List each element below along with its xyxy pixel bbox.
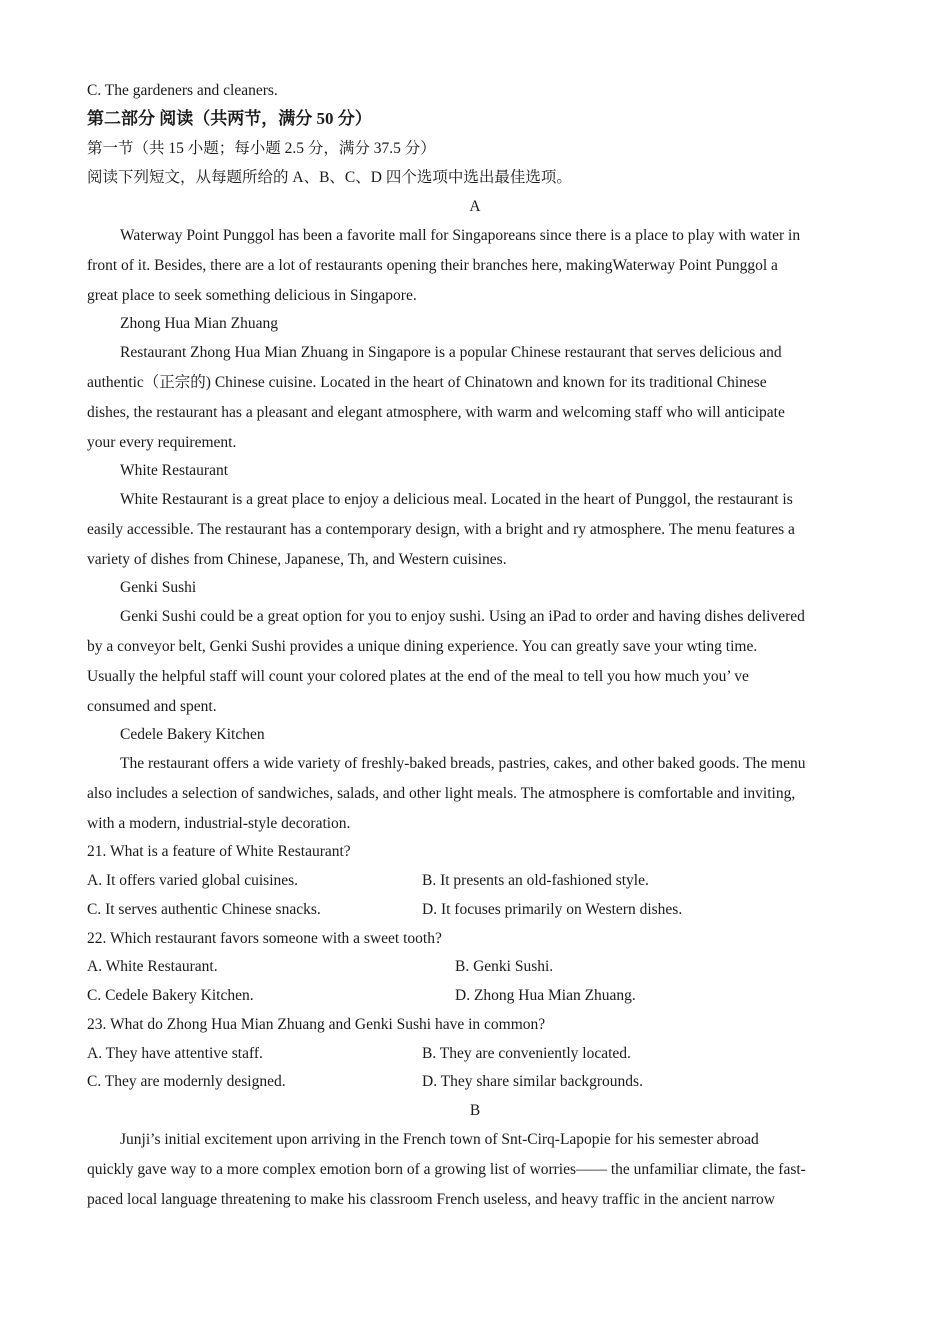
restaurant-desc-line: Usually the helpful staff will count your colored plates at the end of the meal to tell you how much you’ ve — [87, 668, 749, 685]
passage-a-intro-line: great place to seek something delicious in Singapore. — [87, 287, 417, 304]
restaurant-desc-line: White Restaurant is a great place to enjoy a delicious meal. Located in the heart of Punggol, the restaurant is — [120, 491, 793, 508]
answer-option: A. White Restaurant. — [87, 958, 218, 975]
answer-option: B. Genki Sushi. — [455, 958, 554, 975]
question-stem: 23. What do Zhong Hua Mian Zhuang and Genki Sushi have in common? — [87, 1016, 546, 1033]
answer-option: C. It serves authentic Chinese snacks. — [87, 901, 321, 918]
answer-option: B. They are conveniently located. — [422, 1045, 631, 1062]
restaurant-desc-line: with a modern, industrial-style decoration. — [87, 815, 351, 832]
answer-option: C. Cedele Bakery Kitchen. — [87, 987, 254, 1004]
restaurant-name: White Restaurant — [120, 462, 229, 479]
restaurant-desc-line: authentic（正宗的) Chinese cuisine. Located in the heart of Chinatown and known for its traditional Chinese — [87, 374, 767, 391]
restaurant-name: Zhong Hua Mian Zhuang — [120, 315, 278, 332]
answer-option: D. It focuses primarily on Western dishes. — [422, 901, 683, 918]
restaurant-desc-line: your every requirement. — [87, 434, 237, 451]
answer-option: D. They share similar backgrounds. — [422, 1073, 643, 1090]
part-heading: 第二部分 阅读（共两节，满分 50 分） — [87, 109, 372, 128]
restaurant-desc-line: also includes a selection of sandwiches, salads, and other light meals. The atmosphere is comfortable and inviting, — [87, 785, 796, 802]
passage-a-intro-line: Waterway Point Punggol has been a favorite mall for Singaporeans since there is a place to play with water in — [120, 227, 801, 244]
answer-option: A. It offers varied global cuisines. — [87, 872, 299, 889]
restaurant-desc-line: easily accessible. The restaurant has a contemporary design, with a bright and ry atmosphere. The menu features a — [87, 521, 795, 538]
passage-b-line: paced local language threatening to make his classroom French useless, and heavy traffic in the ancient narrow — [87, 1191, 775, 1208]
restaurant-name: Cedele Bakery Kitchen — [120, 726, 265, 743]
restaurant-desc-line: Genki Sushi could be a great option for you to enjoy sushi. Using an iPad to order and having dishes delivered — [120, 608, 805, 625]
passage-b-label: B — [469, 1102, 481, 1119]
answer-option: A. They have attentive staff. — [87, 1045, 263, 1062]
passage-a-label: A — [469, 198, 481, 215]
answer-option: B. It presents an old-fashioned style. — [422, 872, 649, 889]
restaurant-desc-line: consumed and spent. — [87, 698, 217, 715]
answer-option: D. Zhong Hua Mian Zhuang. — [455, 987, 636, 1004]
previous-question-option: C. The gardeners and cleaners. — [87, 82, 278, 99]
passage-b-line: quickly gave way to a more complex emotion born of a growing list of worries—— the unfamiliar climate, the fast- — [87, 1161, 806, 1178]
restaurant-desc-line: dishes, the restaurant has a pleasant and elegant atmosphere, with warm and welcoming staff who will anticipate — [87, 404, 785, 421]
question-stem: 22. Which restaurant favors someone with a sweet tooth? — [87, 930, 442, 947]
passage-a-intro-line: front of it. Besides, there are a lot of restaurants opening their branches here, makingWaterway Point Punggol a — [87, 257, 778, 274]
answer-option: C. They are modernly designed. — [87, 1073, 286, 1090]
section-heading: 第一节（共 15 小题；每小题 2.5 分，满分 37.5 分） — [87, 140, 436, 157]
restaurant-desc-line: Restaurant Zhong Hua Mian Zhuang in Singapore is a popular Chinese restaurant that serves delicious and — [120, 344, 782, 361]
restaurant-desc-line: variety of dishes from Chinese, Japanese, Th, and Western cuisines. — [87, 551, 507, 568]
passage-b-line: Junji’s initial excitement upon arriving in the French town of Snt-Cirq-Lapopie for his semester abroad — [120, 1131, 759, 1148]
instructions: 阅读下列短文，从每题所给的 A、B、C、D 四个选项中选出最佳选项。 — [87, 169, 572, 186]
restaurant-name: Genki Sushi — [120, 579, 197, 596]
question-stem: 21. What is a feature of White Restaurant? — [87, 843, 351, 860]
restaurant-desc-line: by a conveyor belt, Genki Sushi provides a unique dining experience. You can greatly save your wting time. — [87, 638, 758, 655]
restaurant-desc-line: The restaurant offers a wide variety of freshly-baked breads, pastries, cakes, and other baked goods. The menu — [120, 755, 806, 772]
